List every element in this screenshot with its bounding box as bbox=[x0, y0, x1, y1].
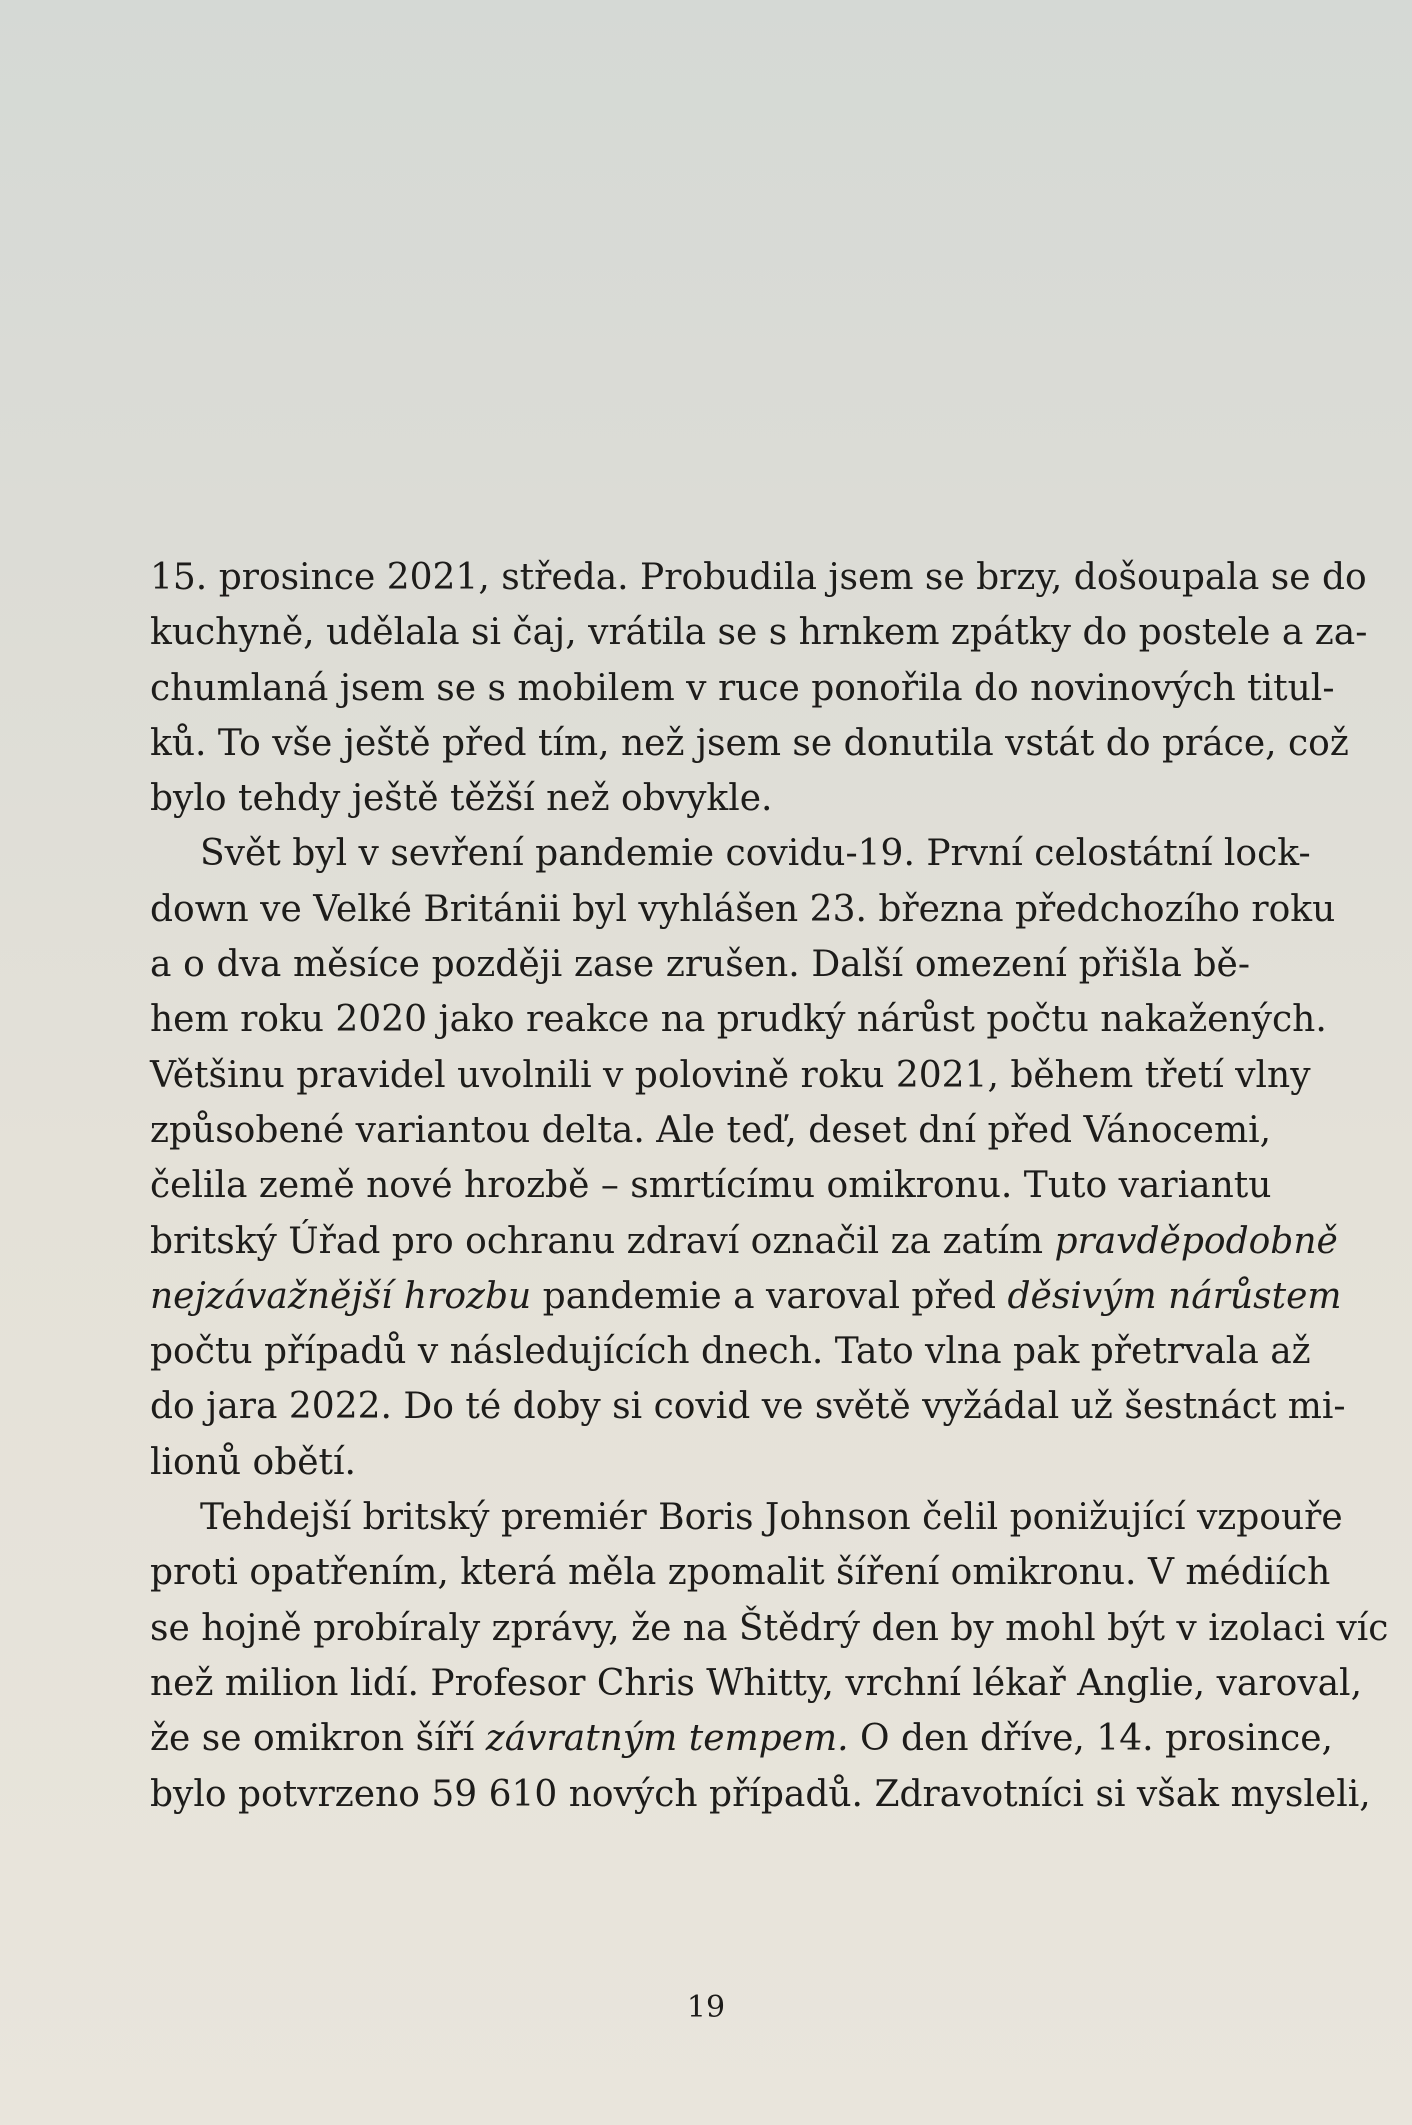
text-line bbox=[150, 1767, 1371, 1822]
text-run: že se omikron šíří bbox=[150, 1718, 486, 1760]
text-line bbox=[150, 937, 1250, 992]
text-run: do jara 2022. Do té doby si covid ve světě vyžádal už šestnáct mi- bbox=[150, 1386, 1346, 1428]
text-run: down ve Velké Británii byl vyhlášen 23. března předchozího roku bbox=[150, 888, 1336, 930]
text-run: hem roku 2020 jako reakce na prudký nárůst počtu nakažených. bbox=[150, 999, 1327, 1041]
text-run: ků. To vše ještě před tím, než jsem se donutila vstát do práce, což bbox=[150, 722, 1349, 764]
italic-text: nejzávažnější hrozbu bbox=[150, 1275, 532, 1317]
text-line bbox=[150, 882, 1336, 937]
text-line bbox=[150, 1379, 1346, 1434]
text-run: kuchyně, udělala si čaj, vrátila se s hrnkem zpátky do postele a za- bbox=[150, 612, 1368, 654]
text-run: Svět byl v sevření pandemie covidu-19. První celostátní lock- bbox=[200, 833, 1311, 875]
italic-text: závratným tempem. bbox=[485, 1718, 849, 1760]
text-run: čelila země nové hrozbě – smrtícímu omikronu. Tuto variantu bbox=[150, 1165, 1272, 1207]
text-run: bylo tehdy ještě těžší než obvykle. bbox=[150, 778, 773, 820]
paragraph bbox=[150, 826, 1346, 1490]
paragraph bbox=[150, 550, 1368, 826]
text-line bbox=[150, 1048, 1311, 1103]
text-line bbox=[150, 771, 1250, 826]
text-line bbox=[150, 826, 1311, 881]
text-line bbox=[150, 1490, 1343, 1545]
italic-text: děsivým nárůstem bbox=[1007, 1275, 1342, 1317]
text-line bbox=[150, 1545, 1331, 1600]
text-line bbox=[150, 1656, 1363, 1711]
text-line bbox=[150, 716, 1349, 771]
text-run: a o dva měsíce později zase zrušen. Další omezení přišla bě- bbox=[150, 944, 1250, 986]
text-run: 15. prosince 2021, středa. Probudila jsem se brzy, došoupala se do bbox=[150, 557, 1367, 598]
paragraph bbox=[150, 1490, 1389, 1822]
text-run: Většinu pravidel uvolnili v polovině roku 2021, během třetí vlny bbox=[150, 1054, 1311, 1096]
text-run: britský Úřad pro ochranu zdraví označil za zatím bbox=[150, 1220, 1055, 1262]
text-run: se hojně probíraly zprávy, že na Štědrý den by mohl být v izolaci víc bbox=[150, 1607, 1389, 1649]
text-run: Tehdejší britský premiér Boris Johnson čelil ponižující vzpouře bbox=[200, 1497, 1343, 1539]
text-line bbox=[150, 550, 1367, 605]
text-line bbox=[150, 992, 1327, 1047]
text-line bbox=[150, 1103, 1272, 1158]
text-line bbox=[150, 1601, 1389, 1656]
body-text bbox=[150, 550, 1389, 1822]
text-line bbox=[150, 1435, 1250, 1490]
text-run: než milion lidí. Profesor Chris Whitty, vrchní lékař Anglie, varoval, bbox=[150, 1662, 1363, 1704]
text-run: počtu případů v následujících dnech. Tato vlna pak přetrvala až bbox=[150, 1331, 1311, 1373]
text-line bbox=[150, 1711, 1333, 1766]
italic-text: pravděpodobně bbox=[1054, 1220, 1338, 1262]
text-run: způsobené variantou delta. Ale teď, deset dní před Vánocemi, bbox=[150, 1109, 1272, 1151]
text-run: lionů obětí. bbox=[150, 1441, 356, 1483]
text-line bbox=[150, 1214, 1338, 1269]
text-line bbox=[150, 1324, 1311, 1379]
text-run: pandemie a varoval před bbox=[531, 1275, 1008, 1317]
text-line bbox=[150, 1269, 1342, 1324]
text-run: bylo potvrzeno 59 610 nových případů. Zdravotníci si však mysleli, bbox=[150, 1773, 1371, 1815]
text-run: chumlaná jsem se s mobilem v ruce ponořila do novinových titul- bbox=[150, 667, 1335, 709]
page-number: 19 bbox=[686, 1990, 726, 2025]
text-run: proti opatřením, která měla zpomalit šíření omikronu. V médiích bbox=[150, 1552, 1331, 1594]
text-line bbox=[150, 661, 1335, 716]
text-line bbox=[150, 1158, 1272, 1213]
text-line bbox=[150, 605, 1368, 660]
text-run: O den dříve, 14. prosince, bbox=[848, 1718, 1333, 1760]
